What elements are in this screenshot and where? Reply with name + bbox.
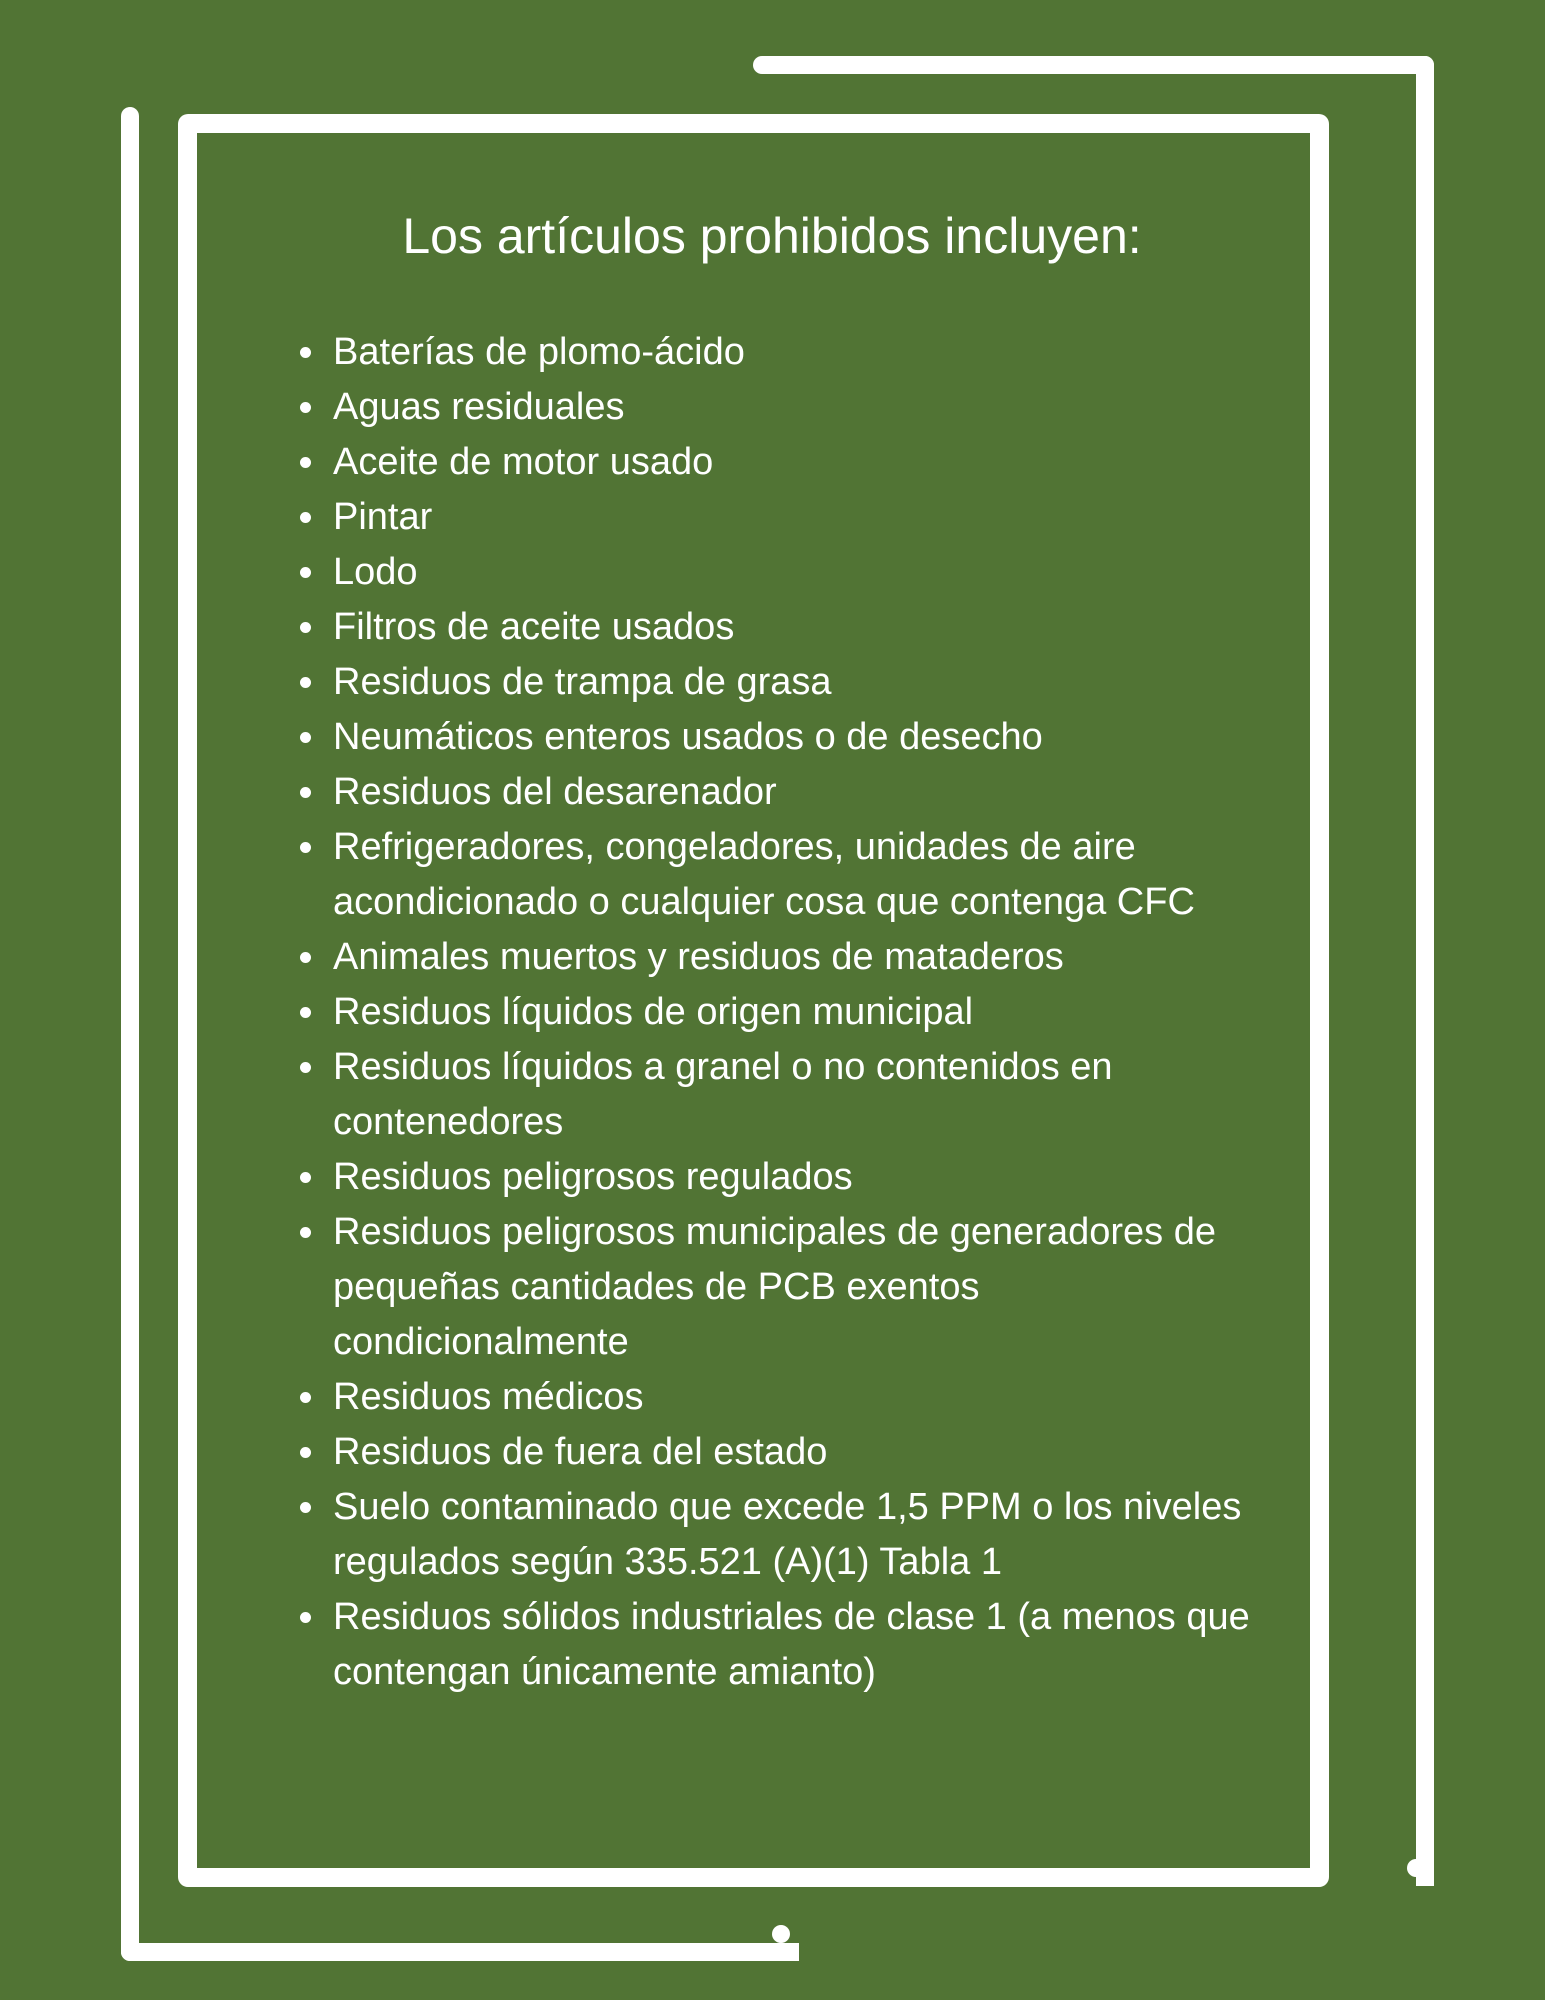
list-item (333, 930, 1283, 985)
list-item (333, 1205, 1283, 1370)
list-item (333, 985, 1283, 1040)
content-area (197, 133, 1310, 1868)
bullet-icon (300, 1392, 311, 1403)
list-item-text: Suelo contaminado que excede 1,5 PPM o los niveles regulados según 335.521 (A)(1) Tabla 1 (333, 1486, 1242, 1583)
list-item-text: Filtros de aceite usados (333, 606, 735, 648)
list-item-text: Baterías de plomo-ácido (333, 331, 745, 373)
list-item (333, 820, 1283, 930)
list-item-text: Neumáticos enteros usados o de desecho (333, 716, 1043, 758)
bullet-icon (300, 952, 311, 963)
list-item-text: Aguas residuales (333, 386, 625, 428)
list-item-text: Pintar (333, 496, 433, 538)
list-item-text: Residuos líquidos a granel o no contenidos en contenedores (333, 1046, 1113, 1143)
list-item-text: Aceite de motor usado (333, 441, 714, 483)
list-item (333, 1370, 1283, 1425)
prohibited-items-list (333, 325, 1283, 1700)
bullet-icon (300, 347, 311, 358)
list-item (333, 1040, 1283, 1150)
decorative-frame-cap (772, 1925, 790, 1943)
bullet-icon (300, 787, 311, 798)
list-item (333, 380, 1283, 435)
bullet-icon (300, 1447, 311, 1458)
decorative-frame-cap (121, 107, 139, 125)
list-item-text: Refrigeradores, congeladores, unidades de aire acondicionado o cualquier cosa que contenga CFC (333, 826, 1195, 923)
bullet-icon (300, 1227, 311, 1238)
list-item-text: Residuos peligrosos regulados (333, 1156, 853, 1198)
bullet-icon (300, 842, 311, 853)
list-item (333, 490, 1283, 545)
list-item-text: Animales muertos y residuos de mataderos (333, 936, 1064, 978)
list-item (333, 1590, 1283, 1700)
list-item (333, 1150, 1283, 1205)
list-item (333, 435, 1283, 490)
list-item-text: Residuos de trampa de grasa (333, 661, 832, 703)
bullet-icon (300, 732, 311, 743)
list-item (333, 765, 1283, 820)
decorative-frame-cap (1407, 1859, 1425, 1877)
list-item (333, 710, 1283, 765)
bullet-icon (300, 622, 311, 633)
list-item-text: Residuos de fuera del estado (333, 1431, 828, 1473)
bullet-icon (300, 1062, 311, 1073)
bullet-icon (300, 677, 311, 688)
list-item-text: Residuos médicos (333, 1376, 644, 1418)
bullet-icon (300, 1612, 311, 1623)
list-item (333, 600, 1283, 655)
list-item (333, 325, 1283, 380)
decorative-frame-cap (753, 56, 771, 74)
list-item (333, 1480, 1283, 1590)
list-item-text: Residuos del desarenador (333, 771, 777, 813)
bullet-icon (300, 1502, 311, 1513)
bullet-icon (300, 512, 311, 523)
list-item-text: Residuos líquidos de origen municipal (333, 991, 974, 1033)
list-item-text: Residuos peligrosos municipales de generadores de pequeñas cantidades de PCB exentos condicionalmente (333, 1211, 1216, 1363)
bullet-icon (300, 567, 311, 578)
bullet-icon (300, 1172, 311, 1183)
bullet-icon (300, 402, 311, 413)
bullet-icon (300, 457, 311, 468)
list-item-text: Residuos sólidos industriales de clase 1 (a menos que contengan únicamente amianto) (333, 1596, 1250, 1693)
list-item (333, 545, 1283, 600)
list-item (333, 1425, 1283, 1480)
list-item-text: Lodo (333, 551, 418, 593)
bullet-icon (300, 1007, 311, 1018)
list-item (333, 655, 1283, 710)
page-title: Los artículos prohibidos incluyen: (402, 208, 1142, 264)
